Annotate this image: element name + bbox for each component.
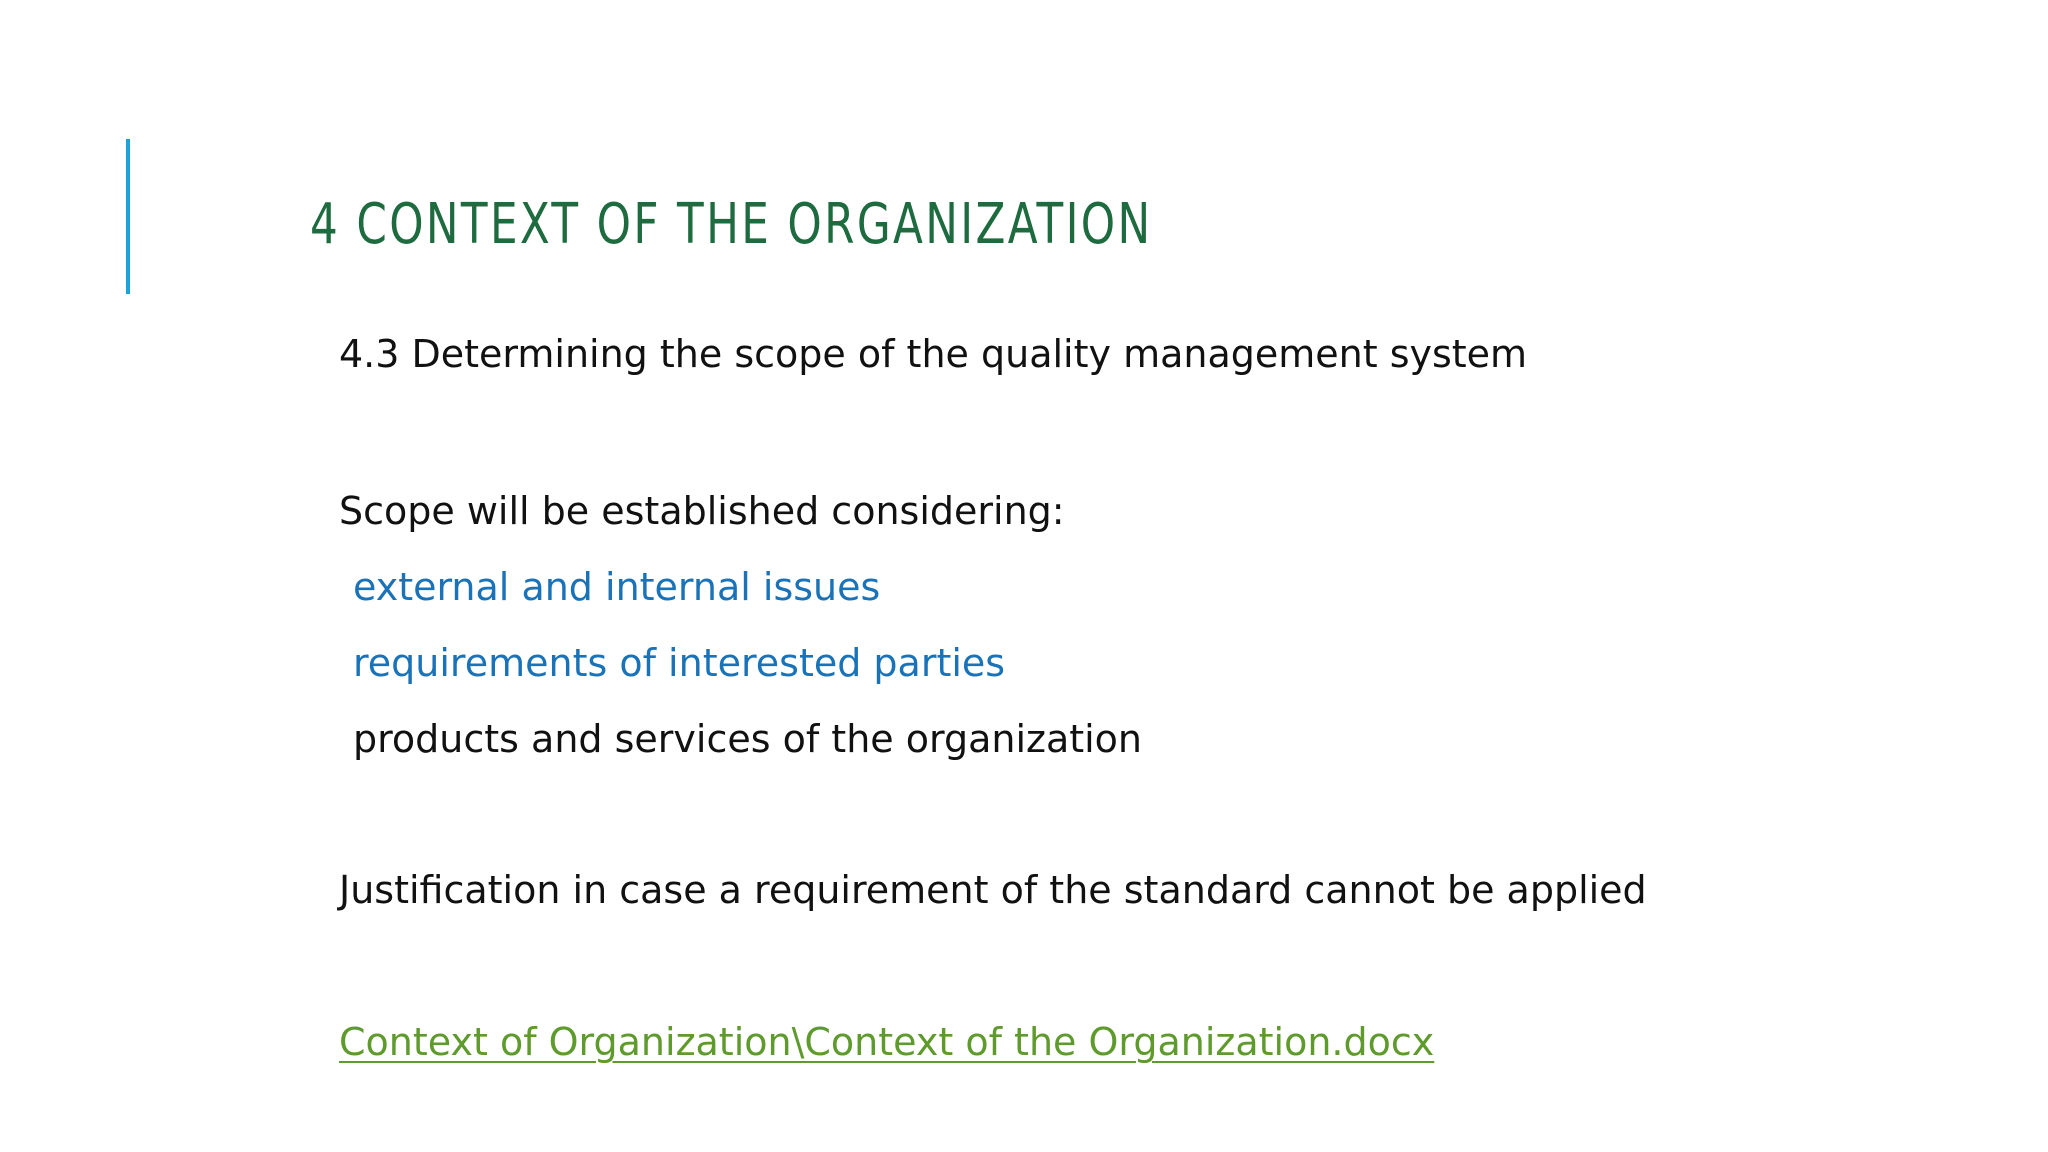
- section-subheading: 4.3 Determining the scope of the quality management system: [339, 332, 1528, 376]
- bullet-external-internal-issues: external and internal issues: [353, 565, 881, 609]
- document-link[interactable]: Context of Organization\Context of the Organization.docx: [339, 1020, 1435, 1064]
- bullet-products-services: products and services of the organization: [353, 717, 1143, 761]
- slide-title: 4 CONTEXT OF THE ORGANIZATION: [310, 192, 1153, 257]
- bullet-interested-parties: requirements of interested parties: [353, 641, 1006, 685]
- accent-bar: [126, 139, 130, 294]
- justification-text: Justification in case a requirement of the standard cannot be applied: [339, 868, 1647, 912]
- scope-intro-text: Scope will be established considering:: [339, 489, 1065, 533]
